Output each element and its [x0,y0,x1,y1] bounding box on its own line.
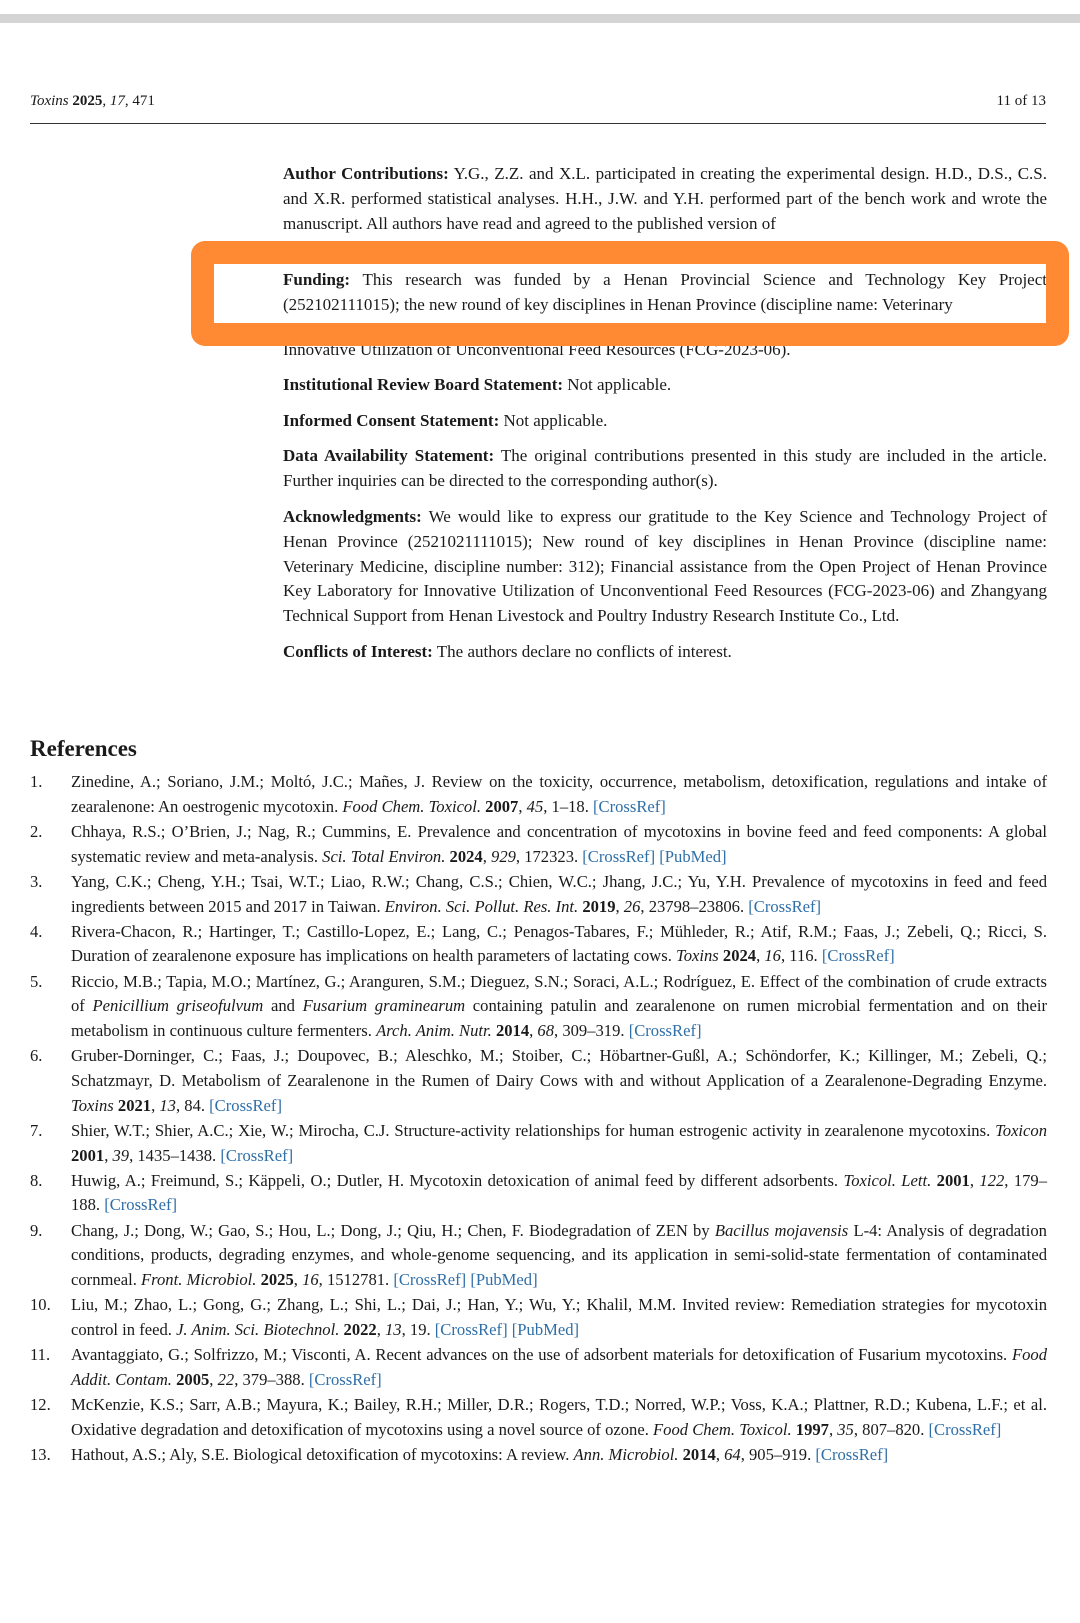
reference-text: Shier, W.T.; Shier, A.C.; Xie, W.; Mirocha, C.J. Structure-activity relationships for human estrogenic activity in zearalenone mycotoxins. Toxicon 2001, 39, 1435–1438. [CrossRef] [71,1120,1047,1165]
data-availability [283,444,1047,494]
references-heading: References [30,736,137,761]
highlight-box [191,241,1069,346]
reference-number: 4. [30,921,43,941]
section-label: Institutional Review Board Statement: [283,374,564,394]
crossref-link[interactable]: [CrossRef] [628,1021,702,1041]
pubmed-link[interactable]: [PubMed] [470,1270,538,1290]
reference-text: Chhaya, R.S.; O’Brien, J.; Nag, R.; Cummins, E. Prevalence and concentration of mycotoxins in bovine feed and feed components: A global systematic review and meta-analysis. Sci. Total Environ. 2024, 929, 172323. [CrossRef] [PubMed] [71,821,1047,866]
reference-item [30,870,1047,919]
crossref-link[interactable]: [CrossRef] [821,946,895,966]
crossref-link[interactable]: [CrossRef] [815,1444,889,1464]
funding-continuation: Innovative Utilization of Unconventional Feed Resources (FCG-2023-06). [283,340,791,359]
section-text: The original contributions presented in this study are included in the article. Further inquiries can be directed to the corresponding author(s). [283,446,1047,491]
crossref-link[interactable]: [CrossRef] [220,1145,294,1165]
conflicts-of-interest [283,640,1047,665]
section-text: Not applicable. [503,410,608,430]
reference-number: 1. [30,772,43,791]
section-text: Y.G., Z.Z. and X.L. participated in creating the experimental design. H.D., D.S., C.S. and X.R. performed statistical analyses. H.H., J.W. and Y.H. performed part of the bench work and wrote the manuscript. All authors have read and agreed to the published version of [283,164,1047,233]
journal-year: 2025 [72,93,103,109]
reference-number: 3. [30,871,43,891]
crossref-link[interactable]: [CrossRef] [393,1270,467,1290]
reference-item [30,1443,1047,1468]
reference-item [30,1169,1047,1218]
page-number: 11 of 13 [996,93,1046,109]
journal-name: Toxins [30,93,69,109]
reference-item [30,920,1047,969]
section-label: Author Contributions: [283,164,449,183]
crossref-link[interactable]: [CrossRef] [104,1195,178,1215]
journal-volume: 17 [109,93,125,109]
acknowledgments [283,505,1047,629]
reference-number: 7. [30,1120,43,1140]
crossref-link[interactable]: [CrossRef] [308,1369,382,1389]
reference-item [30,1293,1047,1342]
journal-citation: Toxins 2025, 17, 471 [30,93,155,109]
reference-item [30,1119,1047,1168]
section-label: Data Availability Statement: [283,446,495,466]
section-text: This research was funded by a Henan Provincial Science and Technology Key Project (252102111015); the new round of key disciplines in Henan Province (discipline name: Veterinary [283,270,1047,314]
reference-item [30,1044,1047,1118]
reference-text: Liu, M.; Zhao, L.; Gong, G.; Zhang, L.; Shi, L.; Dai, J.; Han, Y.; Wu, Y.; Khalil, M.M. Invited review: Remediation strategies for mycotoxin control in feed. J. Anim. Sci. Biotechnol. 2022, 13, 19. [CrossRef] [PubMed] [71,1295,1047,1339]
crossref-link[interactable]: [CrossRef] [928,1419,1002,1439]
author-contributions [283,162,1047,234]
highlight-inner-border [213,263,1047,324]
crossref-link[interactable]: [CrossRef] [748,896,822,916]
crossref-link[interactable]: [CrossRef] [434,1319,508,1339]
section-label: Acknowledgments: [283,506,422,526]
reference-number: 5. [30,971,43,991]
reference-text: Riccio, M.B.; Tapia, M.O.; Martínez, G.; Aranguren, S.M.; Dieguez, S.N.; Soraci, A.L.; Rodríguez, E. Effect of the combination of crude extracts of Penicillium griseofulvum and Fusarium graminearum containing patulin and zearalenone on rumen microbial fermentation and on their metabolism in continuous culture fermenters. Arch. Anim. Nutr. 2014, 68, 309–319. [CrossRef] [71,971,1047,1041]
reference-item [30,1393,1047,1442]
reference-item [30,820,1047,869]
reference-number: 6. [30,1046,43,1066]
top-scroll-bar [0,14,1080,23]
reference-text: Huwig, A.; Freimund, S.; Käppeli, O.; Dutler, H. Mycotoxin detoxication of animal feed by different adsorbents. Toxicol. Lett. 2001, 122, 179–188. [CrossRef] [71,1170,1048,1215]
reference-item [30,1343,1047,1392]
section-label: Informed Consent Statement: [283,410,500,430]
section-text: The authors declare no conflicts of interest. [436,641,732,661]
reference-number: 13. [30,1444,51,1464]
reference-text: Chang, J.; Dong, W.; Gao, S.; Hou, L.; Dong, J.; Qiu, H.; Chen, F. Biodegradation of ZEN by Bacillus mojavensis L-4: Analysis of degradation conditions, products, degrading enzymes, and whole-genome sequencing, and its application in semi-solid-state fermentation of contaminated cornmeal. Front. Microbiol. 2025, 16, 1512781. [CrossRef] [PubMed] [71,1220,1047,1290]
crossref-link[interactable]: [CrossRef] [209,1095,282,1115]
irb-statement [283,373,1047,398]
reference-number: 10. [30,1295,51,1315]
section-text: We would like to express our gratitude to the Key Science and Technology Project of Henan Province (2521021111015); New round of key disciplines in Henan Province (discipline name: Veterinary Medicine, discipline number: 312); Financial assistance from the Open Project of Henan Province Key Laboratory for Innovative Utilization of Unconventional Feed Resources (FCG-2023-06) and Zhangyang Technical Support from Henan Livestock and Poultry Industry Research Institute Co., Ltd. [283,506,1047,626]
reference-number: 9. [30,1220,43,1240]
reference-number: 8. [30,1170,43,1190]
journal-article: 471 [132,93,155,109]
informed-consent [283,409,1047,434]
crossref-link[interactable]: [CrossRef] [582,846,656,866]
reference-item [30,970,1047,1044]
pubmed-link[interactable]: [PubMed] [659,846,727,866]
section-label: Funding: [283,270,351,289]
reference-text: Yang, C.K.; Cheng, Y.H.; Tsai, W.T.; Liao, R.W.; Chang, C.S.; Chien, W.C.; Jhang, J.C.; Yu, Y.H. Prevalence of mycotoxins in feed and feed ingredients between 2015 and 2017 in Taiwan. Environ. Sci. Pollut. Res. Int. 2019, 26, 23798–23806. [CrossRef] [71,871,1047,916]
reference-text: Gruber-Dorninger, C.; Faas, J.; Doupovec, B.; Aleschko, M.; Stoiber, C.; Höbartner-Gußl, A.; Schöndorfer, K.; Killinger, M.; Zebeli, Q.; Schatzmayr, D. Metabolism of Zearalenone in the Rumen of Dairy Cows with and without Application of a Zearalenone-Degrading Enzyme. Toxins 2021, 13, 84. [CrossRef] [71,1046,1047,1115]
reference-number: 11. [30,1345,51,1365]
crossref-link[interactable]: [CrossRef] [593,796,666,816]
pubmed-link[interactable]: [PubMed] [511,1319,580,1339]
reference-number: 12. [30,1395,51,1415]
section-label: Conflicts of Interest: [283,641,433,661]
back-matter [283,162,1047,665]
reference-number: 2. [30,821,43,841]
reference-item [30,1219,1047,1293]
reference-text: Zinedine, A.; Soriano, J.M.; Moltó, J.C.; Mañes, J. Review on the toxicity, occurrence, metabolism, detoxification, regulations and intake of zearalenone: An oestrogenic mycotoxin. Food Chem. Toxicol. 2007, 45, 1–18. [CrossRef] [71,772,1047,816]
section-text: Not applicable. [567,374,672,394]
reference-text: Avantaggiato, G.; Solfrizzo, M.; Visconti, A. Recent advances on the use of adsorbent materials for detoxification of Fusarium mycotoxins. Food Addit. Contam. 2005, 22, 379–388. [CrossRef] [71,1345,1047,1389]
reference-list [30,770,1047,1468]
reference-text: Rivera-Chacon, R.; Hartinger, T.; Castillo-Lopez, E.; Lang, C.; Penagos-Tabares, F.; Mühleder, R.; Atif, R.M.; Faas, J.; Zebeli, Q.; Ricci, S. Duration of zearalenone exposure has implications on health parameters of lactating cows. Toxins 2024, 16, 116. [CrossRef] [71,921,1047,966]
reference-text: Hathout, A.S.; Aly, S.E. Biological detoxification of mycotoxins: A review. Ann. Microbiol. 2014, 64, 905–919. [CrossRef] [71,1444,889,1464]
reference-item [30,770,1047,819]
page-header [30,91,1046,124]
reference-text: McKenzie, K.S.; Sarr, A.B.; Mayura, K.; Bailey, R.H.; Miller, D.R.; Rogers, T.D.; Norred, W.P.; Voss, K.A.; Plattner, R.D.; Kubena, L.F.; et al. Oxidative degradation and detoxification of mycotoxins using a novel source of ozone. Food Chem. Toxicol. 1997, 35, 807–820. [CrossRef] [71,1395,1047,1439]
